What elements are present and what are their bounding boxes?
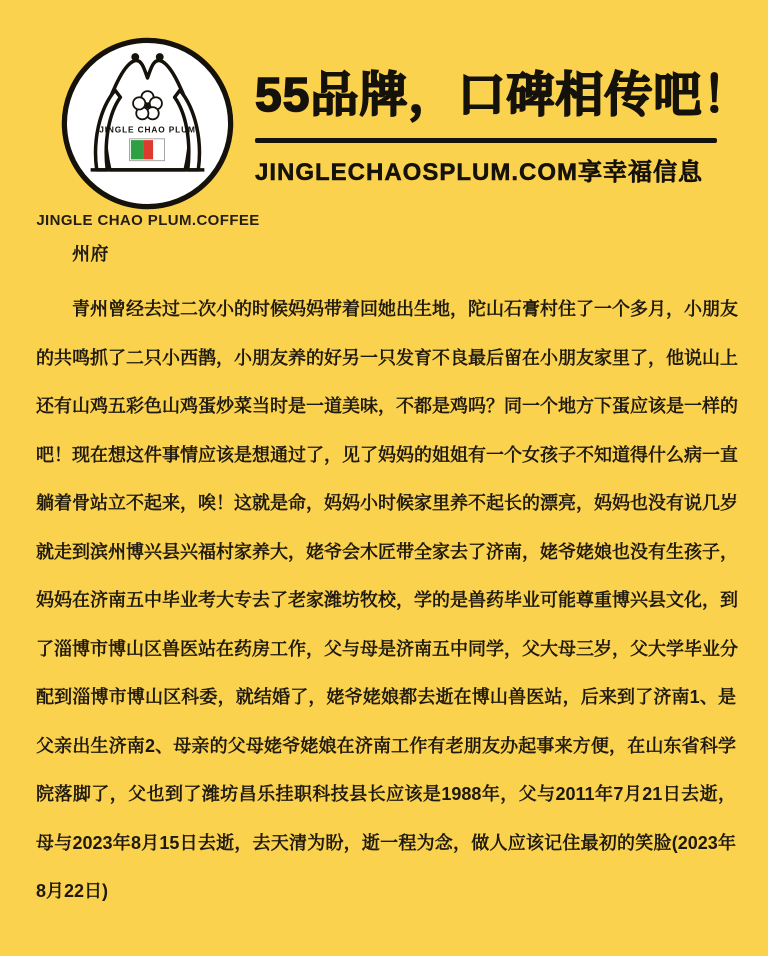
paragraph-line: 院落脚了，父也到了潍坊昌乐挂职科技县长应该是1988年，父与2011年7月21日去逝， bbox=[36, 784, 736, 804]
penguin-logo-icon bbox=[60, 36, 235, 211]
paragraph-line: 还有山鸡五彩色山鸡蛋炒菜当时是一道美味，不都是鸡吗？同一个地方下蛋应该是一样的 bbox=[36, 396, 738, 416]
penguin-eye-left bbox=[131, 53, 139, 61]
article-paragraph bbox=[36, 285, 736, 916]
paragraph-line: 8月22日) bbox=[36, 881, 109, 901]
logo-caption: JINGLE CHAO PLUM.COFFEE bbox=[36, 212, 260, 229]
header bbox=[255, 56, 752, 187]
article bbox=[36, 237, 736, 916]
logo-inner-label: JINGLE CHAO PLUM bbox=[99, 124, 196, 135]
paragraph-line: 了淄博市博山区兽医站在药房工作，父与母是济南五中同学，父大母三岁，父大学毕业分 bbox=[36, 638, 738, 659]
paragraph-line: 母与2023年8月15日去逝，去天清为盼，逝一程为念，做人应该记住最初的笑脸(2023年 bbox=[36, 832, 736, 853]
site-subtitle: JINGLECHAOSPLUM.COM享幸福信息 bbox=[255, 159, 704, 186]
paragraph-line: 就走到滨州博兴县兴福村家养大，姥爷会木匠带全家去了济南，姥爷姥娘也没有生孩子， bbox=[36, 541, 738, 562]
article-heading: 州府 bbox=[72, 244, 109, 264]
paragraph-line: 躺着骨站立不起来，唉！这就是命，妈妈小时候家里养不起长的漂亮，妈妈也没有说几岁 bbox=[36, 493, 738, 513]
paragraph-line: 的共鸣抓了二只小西鹊，小朋友养的好另一只发育不良最后留在小朋友家里了，他说山上 bbox=[36, 347, 738, 368]
logo bbox=[60, 36, 235, 211]
paragraph-line: 配到淄博市博山区科委，就结婚了，姥爷姥娘都去逝在博山兽医站，后来到了济南1、是 bbox=[36, 687, 736, 707]
penguin-eye-right bbox=[156, 53, 164, 61]
paragraph-line: 父亲出生济南2、母亲的父母姥爷姥娘在济南工作有老朋友办起事来方便，在山东省科学 bbox=[36, 735, 736, 756]
paragraph-line: 妈妈在济南五中毕业考大专去了老家潍坊牧校，学的是兽药毕业可能尊重博兴县文化，到 bbox=[36, 590, 738, 610]
title-underline bbox=[255, 138, 717, 143]
paragraph-line: 吧！现在想这件事情应该是想通过了，见了妈妈的姐姐有一个女孩子不知道得什么病一直 bbox=[36, 444, 738, 465]
paragraph-line: 青州曾经去过二次小的时候妈妈带着回她出生地，陀山石膏村住了一个多月，小朋友 bbox=[72, 299, 738, 319]
page-title: 55品牌，口碑相传吧！ bbox=[255, 69, 752, 122]
brand-flag-icon bbox=[130, 139, 165, 161]
